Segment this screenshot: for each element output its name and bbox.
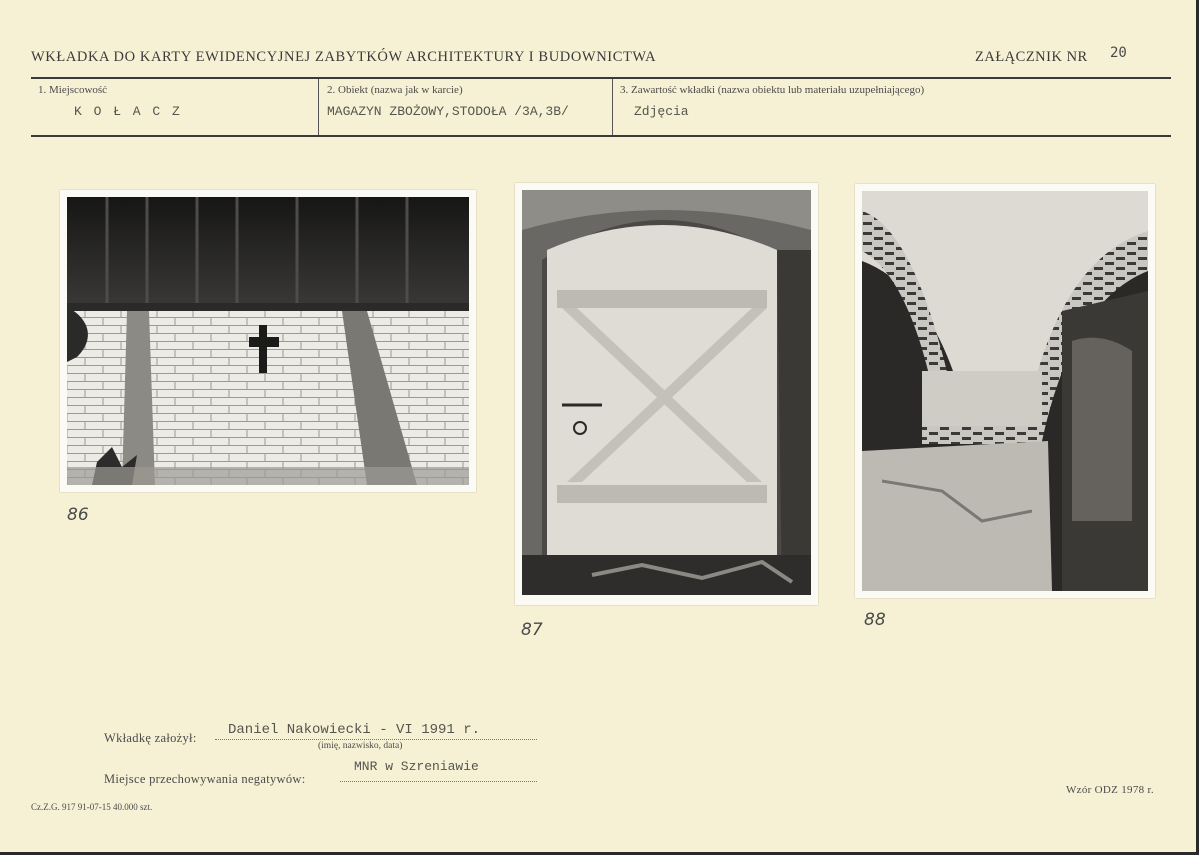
created-dotline	[215, 739, 537, 740]
created-hint: (imię, nazwisko, data)	[318, 741, 403, 751]
content-value: Zdjęcia	[634, 104, 689, 119]
timber-brick-wall-photo-icon	[67, 197, 469, 485]
top-rule	[31, 77, 1171, 79]
photo-87	[515, 183, 818, 605]
template-note: Wzór ODZ 1978 r.	[1066, 784, 1154, 796]
storage-dotline	[340, 781, 537, 782]
storage-label: Miejsce przechowywania negatywów:	[104, 772, 306, 786]
brick-vault-pillar-photo-icon	[862, 191, 1148, 591]
photo-88-number: 88	[864, 610, 886, 630]
card-title: WKŁADKA DO KARTY EWIDENCYJNEJ ZABYTKÓW ARCHITEKTURY I BUDOWNICTWA	[31, 49, 657, 65]
wooden-door-photo-icon	[522, 190, 811, 595]
content-label: 3. Zawartość wkładki (nazwa obiektu lub materiału uzupełniającego)	[620, 84, 925, 96]
created-label: Wkładkę założył:	[104, 731, 197, 745]
print-info: Cz.Z.G. 917 91-07-15 40.000 szt.	[31, 802, 153, 812]
object-value: MAGAZYN ZBOŻOWY,STODOŁA /3A,3B/	[327, 104, 569, 119]
locality-label: 1. Miejscowość	[38, 84, 108, 96]
created-value: Daniel Nakowiecki - VI 1991 r.	[228, 722, 481, 738]
annex-number: 20	[1110, 45, 1127, 61]
annex-label: ZAŁĄCZNIK NR	[975, 49, 1088, 65]
photo-88	[855, 184, 1155, 598]
object-label: 2. Obiekt (nazwa jak w karcie)	[327, 84, 463, 96]
storage-value: MNR w Szreniawie	[354, 759, 479, 774]
photo-86-number: 86	[67, 505, 89, 525]
locality-value: K O Ł A C Z	[74, 104, 182, 119]
field-divider	[612, 79, 613, 135]
field-divider	[318, 79, 319, 135]
bottom-rule	[31, 135, 1171, 137]
photo-87-number: 87	[521, 620, 543, 640]
photo-86	[60, 190, 476, 492]
